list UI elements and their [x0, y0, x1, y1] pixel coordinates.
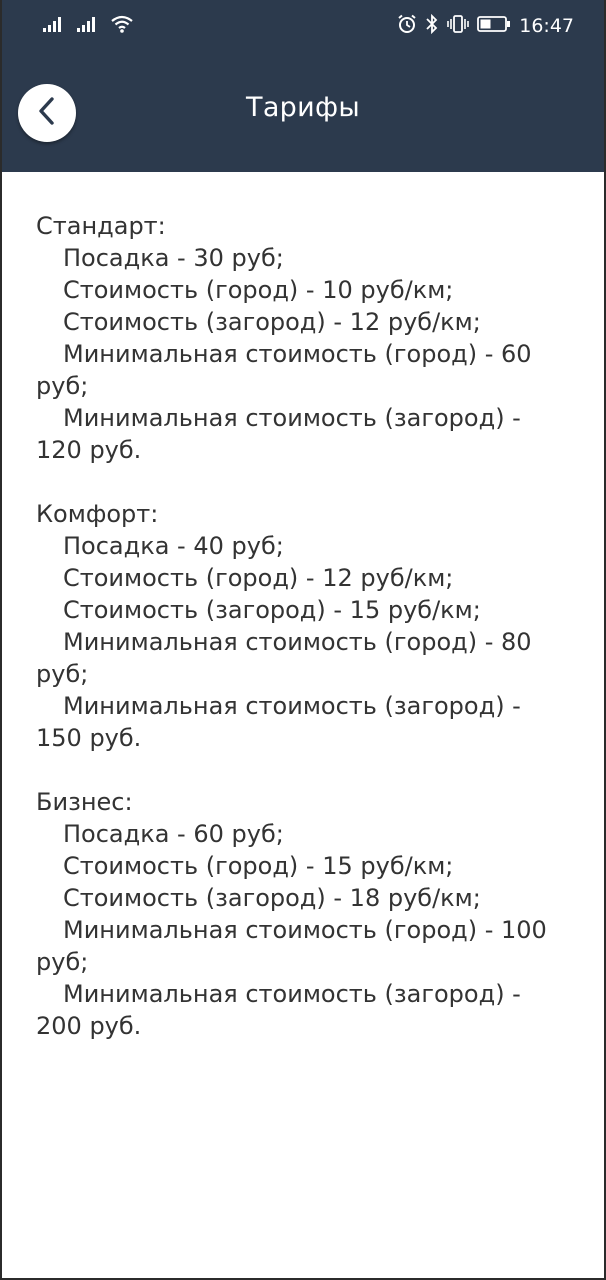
tariff-line: Посадка - 40 руб;: [63, 532, 284, 560]
tariff-comfort: [36, 498, 566, 754]
bluetooth-icon: [425, 14, 439, 38]
signal-icon: [76, 15, 98, 37]
page-title: Тарифы: [246, 92, 360, 123]
signal-icon: [42, 15, 64, 37]
tariff-line: Посадка - 30 руб;: [63, 244, 284, 272]
alarm-icon: [397, 14, 417, 38]
status-bar: [2, 0, 604, 52]
tariff-line: Стоимость (загород) - 18 руб/км;: [63, 884, 481, 912]
status-bar-right: [389, 14, 574, 38]
app-bar: [2, 0, 604, 172]
tariff-line: Минимальная стоимость (загород) - 150 руб.: [36, 692, 521, 752]
tariff-line: Посадка - 60 руб;: [63, 820, 284, 848]
battery-icon: [477, 15, 511, 37]
tariff-name: Комфорт:: [36, 500, 159, 528]
tariff-name: Стандарт:: [36, 212, 166, 240]
tariff-name: Бизнес:: [36, 788, 133, 816]
tariffs-list: [36, 210, 566, 1074]
status-time: 16:47: [519, 15, 574, 37]
tariff-line: Минимальная стоимость (город) - 80 руб;: [36, 628, 532, 688]
tariff-line: Минимальная стоимость (город) - 60 руб;: [36, 340, 532, 400]
status-bar-left: [42, 14, 146, 38]
tariff-line: Стоимость (город) - 12 руб/км;: [63, 564, 454, 592]
wifi-icon: [110, 14, 134, 38]
tariff-line: Стоимость (загород) - 12 руб/км;: [63, 308, 481, 336]
tariff-standard: [36, 210, 566, 466]
vibrate-icon: [447, 14, 469, 38]
tariff-line: Минимальная стоимость (загород) - 200 руб.: [36, 980, 521, 1040]
tariff-line: Стоимость (город) - 10 руб/км;: [63, 276, 454, 304]
tariff-line: Стоимость (город) - 15 руб/км;: [63, 852, 454, 880]
tariff-line: Минимальная стоимость (загород) - 120 руб.: [36, 404, 521, 464]
tariff-line: Стоимость (загород) - 15 руб/км;: [63, 596, 481, 624]
tariff-line: Минимальная стоимость (город) - 100 руб;: [36, 916, 547, 976]
tariff-business: [36, 786, 566, 1042]
